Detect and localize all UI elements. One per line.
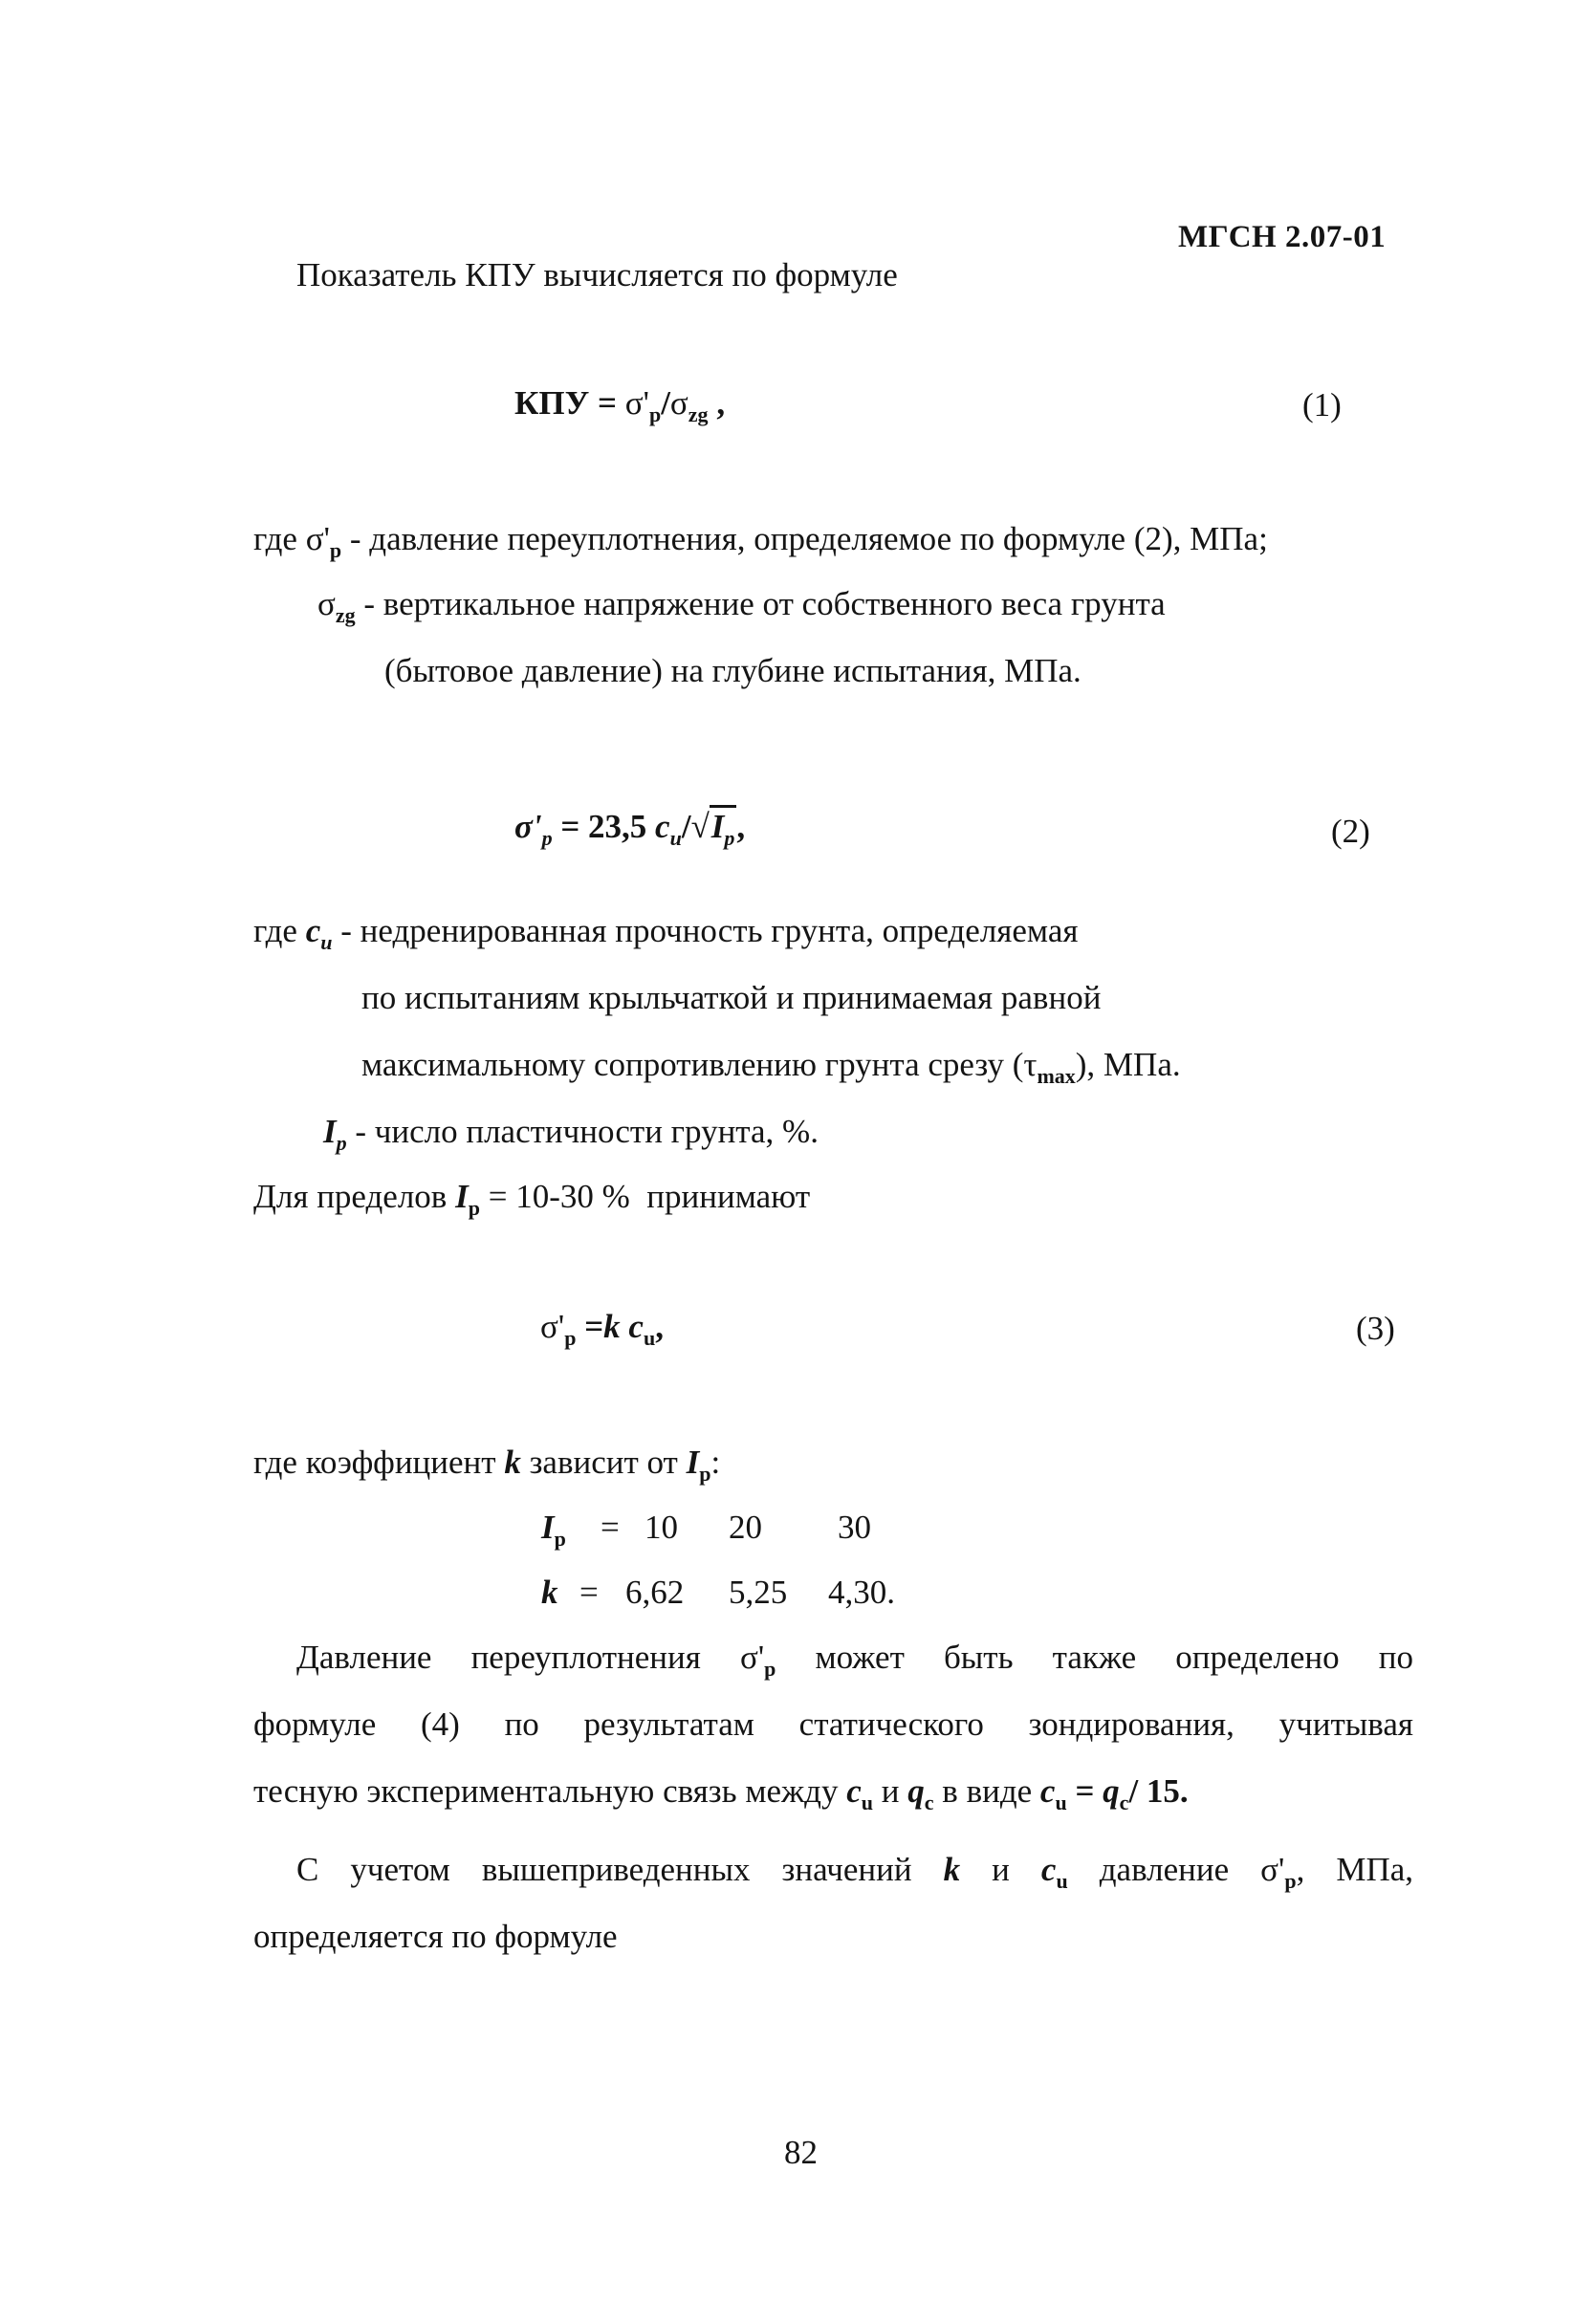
- where1-sym1-sub: p: [329, 538, 342, 562]
- formula-2-root-arg-sub: p: [724, 826, 735, 850]
- para2-line1: [296, 1849, 1413, 1902]
- where2-sym2-sub: p: [336, 1131, 347, 1155]
- para1-line3-qc: q: [907, 1772, 925, 1810]
- where2-line2: по испытаниям крыльчаткой и принимаемая равной: [361, 979, 1102, 1016]
- table-cell-ip-1: 10: [645, 1509, 678, 1546]
- para2-line1-sym: σ': [1260, 1851, 1285, 1888]
- formula-2-cu-sub: u: [669, 826, 682, 850]
- formula-3-number: (3): [1356, 1310, 1395, 1347]
- para1-line1-b: может быть также определено по: [815, 1639, 1413, 1676]
- where2-def1a: - недренированная прочность грунта, определяемая: [340, 912, 1079, 949]
- para1-line3-a: тесную экспериментальную связь между: [253, 1772, 839, 1810]
- formula-1-slash: /: [661, 384, 670, 422]
- formula-1-lhs: КПУ: [514, 384, 590, 422]
- formula-2-eq: = 23,5: [560, 808, 647, 845]
- where2-sym1: c: [305, 912, 321, 949]
- coef-sym-sub: p: [699, 1462, 711, 1486]
- formula-3-sigma: σ': [540, 1308, 565, 1345]
- para1-line3-b: в виде: [942, 1772, 1033, 1810]
- para1-line3-and: и: [881, 1772, 900, 1810]
- coef-tail: :: [710, 1444, 721, 1481]
- page-number: 82: [784, 2134, 818, 2171]
- formula-3-eq: =: [584, 1308, 604, 1345]
- limits-lead: Для пределов: [253, 1178, 448, 1215]
- formula-2: [514, 806, 745, 859]
- where1-line2: [317, 583, 1166, 637]
- para2-line1-cu: c: [1040, 1851, 1057, 1888]
- formula-2-number: (2): [1331, 813, 1370, 850]
- formula-3-cu-sub: u: [643, 1326, 656, 1350]
- table-row-ip: [541, 1507, 566, 1560]
- table-cell-k-3: 4,30.: [828, 1574, 895, 1611]
- para1-line3-qc2: q: [1103, 1772, 1120, 1810]
- formula-1-sigma-zg-sub: zg: [688, 402, 709, 426]
- document-code: МГСН 2.07-01: [1178, 220, 1387, 254]
- para1-line1-sym: σ': [739, 1639, 765, 1676]
- where1-lead: где: [253, 520, 297, 557]
- coef-mid: зависит от: [529, 1444, 678, 1481]
- para2-line1-b: давление: [1099, 1851, 1230, 1888]
- formula-3-sigma-sub: p: [564, 1326, 577, 1350]
- para2-line2: определяется по формуле: [253, 1918, 618, 1955]
- para1-line3-eq: =: [1075, 1772, 1095, 1810]
- where1-def2a: - вертикальное напряжение от собственного веса грунта: [363, 585, 1166, 622]
- formula-1-sigma-p: σ': [624, 384, 649, 422]
- limits-line: [253, 1176, 810, 1229]
- formula-1-sigma-zg: σ: [669, 384, 688, 422]
- table-cell-ip-3: 30: [838, 1509, 871, 1546]
- para1-line2: формуле (4) по результатам статического зондирования, учитывая: [253, 1705, 1413, 1743]
- formula-2-tail: ,: [736, 808, 746, 845]
- limits-sym-sub: p: [468, 1196, 480, 1220]
- formula-3-k: k: [603, 1308, 621, 1345]
- table-row-k-eq: =: [579, 1574, 599, 1611]
- limits-range: = 10-30 %: [488, 1178, 630, 1215]
- formula-1-sigma-p-sub: p: [648, 402, 662, 426]
- formula-2-root-sign: √: [690, 808, 710, 845]
- where2-line4: [323, 1111, 819, 1164]
- table-row-k-label: k: [541, 1574, 558, 1611]
- where1-def1: - давление переуплотнения, определяемое по формуле (2), МПа;: [349, 520, 1268, 557]
- formula-2-sigma: σ': [514, 808, 542, 845]
- table-cell-ip-2: 20: [729, 1509, 762, 1546]
- where2-sym1-sub: u: [320, 930, 333, 954]
- formula-1: [514, 382, 725, 436]
- table-row-ip-label-sub: p: [554, 1527, 566, 1551]
- intro-text: Показатель КПУ вычисляется по формуле: [296, 256, 898, 293]
- formula-1-number: (1): [1302, 386, 1342, 424]
- coef-lead: где коэффициент: [253, 1444, 496, 1481]
- formula-2-sigma-sub: p: [541, 826, 553, 850]
- para1-line1: [296, 1637, 1413, 1690]
- para1-line3: [253, 1770, 1189, 1824]
- where2-def1c: максимальному сопротивлению грунта срезу (τ: [361, 1046, 1038, 1083]
- para1-line3-qc-sub: c: [924, 1791, 934, 1814]
- para2-line1-k: k: [943, 1851, 961, 1888]
- coef-k: k: [504, 1444, 521, 1481]
- para2-line1-sym-sub: p: [1284, 1869, 1297, 1893]
- formula-2-root-arg: $I_p$: [710, 805, 737, 845]
- formula-1-tail: ,: [716, 384, 726, 422]
- formula-2-cu: c: [655, 808, 670, 845]
- table-cell-k-2: 5,25: [729, 1574, 788, 1611]
- coef-sym: I: [686, 1444, 700, 1481]
- para1-line3-qc2-sub: c: [1119, 1791, 1129, 1814]
- para1-line3-cu2-sub: u: [1055, 1791, 1067, 1814]
- para1-line3-cu-sub: u: [861, 1791, 874, 1814]
- formula-3-cu: c: [628, 1308, 644, 1345]
- where2-line3: [361, 1044, 1181, 1097]
- para1-line1-sym-sub: p: [764, 1657, 776, 1681]
- para2-line1-cu-sub: u: [1056, 1869, 1068, 1893]
- where2-line1: [253, 910, 1078, 964]
- where2-lead: где: [253, 912, 297, 949]
- para2-line1-tail: , МПа,: [1296, 1851, 1414, 1888]
- formula-3: [540, 1306, 664, 1359]
- para1-line3-cu2: c: [1039, 1772, 1056, 1810]
- para1-line3-tail: / 15.: [1128, 1772, 1189, 1810]
- where2-def1c-tail: ), МПа.: [1075, 1046, 1181, 1083]
- where2-def2: - число пластичности грунта, %.: [355, 1113, 819, 1150]
- where1-sym2: σ: [317, 585, 336, 622]
- where1-sym2-sub: zg: [335, 603, 356, 627]
- limits-tail: принимают: [646, 1178, 811, 1215]
- where2-def1c-sub: max: [1037, 1064, 1076, 1088]
- limits-sym: I: [455, 1178, 469, 1215]
- table-row-ip-eq: =: [601, 1509, 620, 1546]
- where2-sym2: I: [323, 1113, 337, 1150]
- formula-3-tail: ,: [655, 1308, 664, 1345]
- table-row-ip-label: I: [541, 1509, 555, 1546]
- para2-line1-and: и: [992, 1851, 1010, 1888]
- where1-line3: (бытовое давление) на глубине испытания, МПа.: [384, 652, 1082, 689]
- para1-line3-cu: c: [846, 1772, 862, 1810]
- where1-line1: [253, 518, 1268, 572]
- table-cell-k-1: 6,62: [625, 1574, 685, 1611]
- where1-sym1: σ': [305, 520, 330, 557]
- coef-line: [253, 1442, 720, 1495]
- formula-1-eq: =: [598, 384, 617, 422]
- para2-line1-a: С учетом вышеприведенных значений: [296, 1851, 912, 1888]
- para1-line1-a: Давление переуплотнения: [296, 1639, 701, 1676]
- formula-2-slash: /: [681, 808, 691, 845]
